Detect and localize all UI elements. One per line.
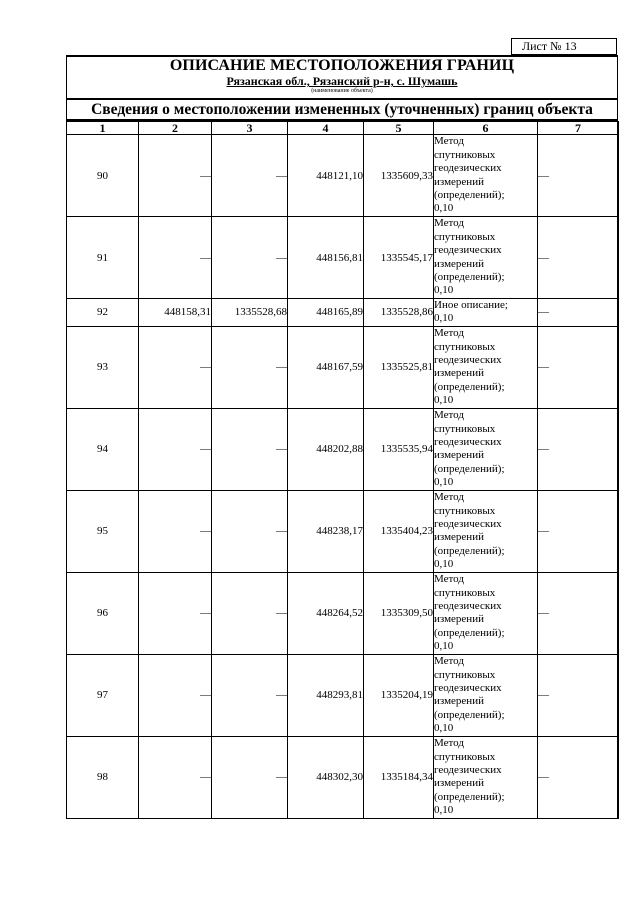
existing-y-cell: —: [212, 490, 288, 572]
section-title: Сведения о местоположении измененных (уточненных) границ объекта: [66, 99, 618, 121]
method-line: геодезических: [434, 162, 502, 175]
column-header: 5: [364, 122, 434, 135]
method-line: измерений: [434, 695, 484, 708]
method-line: геодезических: [434, 244, 502, 257]
point-description-cell: —: [538, 135, 619, 217]
method-line: Метод: [434, 327, 464, 340]
point-number-cell: 96: [67, 572, 139, 654]
column-header: 7: [538, 122, 619, 135]
method-line: 0,10: [434, 722, 454, 735]
method-line: 0,10: [434, 394, 454, 407]
point-description-cell: —: [538, 490, 619, 572]
method-line: спутниковых: [434, 668, 496, 681]
method-line: Метод: [434, 655, 464, 668]
method-line: Иное описание;: [434, 299, 508, 311]
method-line: 0,10: [434, 202, 454, 215]
point-number-cell: 98: [67, 736, 139, 818]
new-x-cell: 448165,89: [288, 299, 364, 327]
new-x-cell: 448202,88: [288, 408, 364, 490]
existing-x-cell: —: [139, 408, 212, 490]
method-line: 0,10: [434, 476, 454, 489]
new-x-cell: 448293,81: [288, 654, 364, 736]
new-x-cell: 448302,30: [288, 736, 364, 818]
method-line: 0,10: [434, 804, 454, 817]
method-line: (определений);: [434, 270, 505, 283]
method-accuracy-cell: [434, 326, 538, 408]
table-header-row: [67, 122, 619, 135]
method-accuracy-cell: [434, 135, 538, 217]
point-number-cell: 94: [67, 408, 139, 490]
point-number-cell: 95: [67, 490, 139, 572]
method-line: измерений: [434, 531, 484, 544]
point-description-cell: —: [538, 654, 619, 736]
document-title: ОПИСАНИЕ МЕСТОПОЛОЖЕНИЯ ГРАНИЦ: [169, 57, 515, 74]
method-line: измерений: [434, 613, 484, 626]
method-line: спутниковых: [434, 148, 496, 161]
new-y-cell: 1335525,81: [364, 326, 434, 408]
new-y-cell: 1335184,34: [364, 736, 434, 818]
column-header: 3: [212, 122, 288, 135]
object-name: Рязанская обл., Рязанский р-н, с. Шумашь: [226, 74, 458, 88]
existing-y-cell: —: [212, 736, 288, 818]
existing-x-cell: —: [139, 572, 212, 654]
table-row: [67, 490, 619, 572]
point-number-cell: 90: [67, 135, 139, 217]
method-accuracy-cell: [434, 408, 538, 490]
existing-x-cell: —: [139, 490, 212, 572]
existing-x-cell: —: [139, 654, 212, 736]
existing-x-cell: —: [139, 135, 212, 217]
method-line: измерений: [434, 175, 484, 188]
existing-y-cell: —: [212, 654, 288, 736]
sheet-number: Лист № 13: [511, 38, 617, 55]
table-row: [67, 654, 619, 736]
table-row: [67, 217, 619, 299]
document-header: [66, 57, 618, 99]
method-line: геодезических: [434, 435, 502, 448]
point-description-cell: —: [538, 326, 619, 408]
column-header: 1: [67, 122, 139, 135]
new-y-cell: 1335545,17: [364, 217, 434, 299]
existing-x-cell: —: [139, 326, 212, 408]
method-line: Метод: [434, 217, 464, 230]
method-line: (определений);: [434, 790, 505, 803]
method-accuracy-cell: [434, 490, 538, 572]
column-header: 6: [434, 122, 538, 135]
existing-x-cell: —: [139, 736, 212, 818]
new-x-cell: 448238,17: [288, 490, 364, 572]
method-accuracy-cell: [434, 299, 538, 327]
point-number-cell: 92: [67, 299, 139, 327]
new-x-cell: 448156,81: [288, 217, 364, 299]
new-y-cell: 1335609,33: [364, 135, 434, 217]
table-row: [67, 408, 619, 490]
method-line: геодезических: [434, 517, 502, 530]
method-line: 0,10: [434, 640, 454, 653]
column-header: 4: [288, 122, 364, 135]
method-line: спутниковых: [434, 422, 496, 435]
method-accuracy-cell: [434, 572, 538, 654]
method-line: (определений);: [434, 462, 505, 475]
method-line: измерений: [434, 449, 484, 462]
method-line: геодезических: [434, 353, 502, 366]
new-x-cell: 448167,59: [288, 326, 364, 408]
method-line: спутниковых: [434, 230, 496, 243]
method-line: (определений);: [434, 380, 505, 393]
method-line: (определений);: [434, 626, 505, 639]
table-row: [67, 572, 619, 654]
point-description-cell: —: [538, 408, 619, 490]
method-line: (определений);: [434, 544, 505, 557]
table-row: [67, 135, 619, 217]
method-line: Метод: [434, 737, 464, 750]
new-y-cell: 1335204,19: [364, 654, 434, 736]
method-line: геодезических: [434, 763, 502, 776]
existing-y-cell: —: [212, 408, 288, 490]
point-description-cell: —: [538, 299, 619, 327]
point-number-cell: 93: [67, 326, 139, 408]
new-x-cell: 448264,52: [288, 572, 364, 654]
method-line: спутниковых: [434, 586, 496, 599]
method-line: 0,10: [434, 284, 454, 297]
existing-x-cell: 448158,31: [139, 299, 212, 327]
existing-y-cell: —: [212, 217, 288, 299]
method-line: спутниковых: [434, 504, 496, 517]
method-line: спутниковых: [434, 340, 496, 353]
new-y-cell: 1335404,23: [364, 490, 434, 572]
method-line: Метод: [434, 135, 464, 148]
point-number-cell: 97: [67, 654, 139, 736]
method-accuracy-cell: [434, 217, 538, 299]
method-line: Метод: [434, 573, 464, 586]
new-x-cell: 448121,10: [288, 135, 364, 217]
object-name-caption: (наименование объекта): [311, 88, 373, 94]
column-header: 2: [139, 122, 212, 135]
method-line: спутниковых: [434, 750, 496, 763]
method-line: геодезических: [434, 681, 502, 694]
new-y-cell: 1335309,50: [364, 572, 434, 654]
existing-y-cell: —: [212, 326, 288, 408]
method-accuracy-cell: [434, 654, 538, 736]
method-accuracy-cell: [434, 736, 538, 818]
method-line: 0,10: [434, 558, 454, 571]
method-line: (определений);: [434, 708, 505, 721]
table-row: [67, 326, 619, 408]
method-line: Метод: [434, 409, 464, 422]
new-y-cell: 1335535,94: [364, 408, 434, 490]
method-line: измерений: [434, 257, 484, 270]
method-line: (определений);: [434, 188, 505, 201]
table-row: [67, 299, 619, 327]
point-description-cell: —: [538, 736, 619, 818]
method-line: измерений: [434, 367, 484, 380]
table-row: [67, 736, 619, 818]
new-y-cell: 1335528,86: [364, 299, 434, 327]
existing-y-cell: —: [212, 572, 288, 654]
point-description-cell: —: [538, 572, 619, 654]
existing-y-cell: 1335528,68: [212, 299, 288, 327]
existing-y-cell: —: [212, 135, 288, 217]
method-line: геодезических: [434, 599, 502, 612]
method-line: 0,10: [434, 312, 454, 325]
method-line: Метод: [434, 491, 464, 504]
point-number-cell: 91: [67, 217, 139, 299]
method-line: измерений: [434, 777, 484, 790]
existing-x-cell: —: [139, 217, 212, 299]
point-description-cell: —: [538, 217, 619, 299]
boundary-coordinates-table: [66, 121, 619, 819]
